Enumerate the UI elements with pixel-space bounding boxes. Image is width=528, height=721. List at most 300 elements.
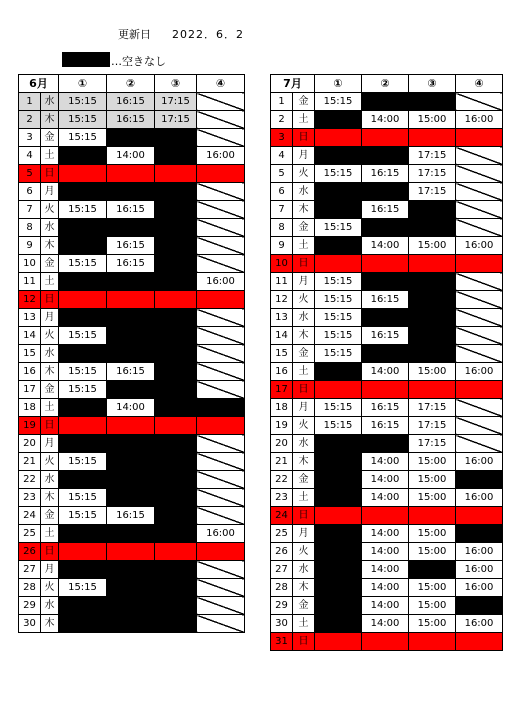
- table-row: [271, 363, 503, 381]
- day-number: 14: [19, 327, 41, 345]
- slot-cell: [59, 597, 107, 615]
- day-number: 17: [271, 381, 293, 399]
- slot-cell: 17:15: [155, 111, 197, 129]
- weekday: 水: [41, 471, 59, 489]
- slot-cell: [59, 219, 107, 237]
- table-row: [271, 291, 503, 309]
- slot-cell: [315, 435, 362, 453]
- weekday: 金: [41, 381, 59, 399]
- slot-cell: [409, 291, 456, 309]
- day-number: 1: [19, 93, 41, 111]
- day-number: 13: [19, 309, 41, 327]
- table-row: [271, 471, 503, 489]
- table-row: [271, 237, 503, 255]
- slot-cell: [409, 273, 456, 291]
- table-row: [271, 345, 503, 363]
- slot-cell: 16:15: [362, 291, 409, 309]
- slot-cell: 16:00: [456, 561, 503, 579]
- slot-cell: [362, 345, 409, 363]
- table-row: [19, 345, 245, 363]
- day-number: 3: [271, 129, 293, 147]
- slot-cell: [197, 597, 245, 615]
- weekday: 金: [293, 93, 315, 111]
- table-row: [271, 435, 503, 453]
- slot-cell: [456, 399, 503, 417]
- slot-cell: [197, 453, 245, 471]
- table-header-row: [271, 75, 503, 93]
- day-number: 29: [271, 597, 293, 615]
- table-row: [271, 615, 503, 633]
- slot-cell: 15:15: [315, 219, 362, 237]
- day-number: 6: [19, 183, 41, 201]
- slot-cell: [107, 543, 155, 561]
- weekday: 月: [41, 435, 59, 453]
- slot-cell: [315, 543, 362, 561]
- slot-cell: [362, 129, 409, 147]
- slot-cell: [59, 183, 107, 201]
- slot-cell: [107, 219, 155, 237]
- slot-cell: 16:15: [107, 93, 155, 111]
- slot-cell: [409, 309, 456, 327]
- slot-cell: 16:00: [456, 579, 503, 597]
- table-row: [271, 327, 503, 345]
- slot-cell: 17:15: [409, 165, 456, 183]
- table-row: [19, 471, 245, 489]
- table-row: [19, 597, 245, 615]
- slot-cell: [456, 273, 503, 291]
- slot-cell: [107, 165, 155, 183]
- slot-cell: [456, 525, 503, 543]
- slot-header-3: ③: [155, 75, 197, 93]
- weekday: 火: [293, 543, 315, 561]
- table-row: [271, 417, 503, 435]
- slot-cell: 16:00: [197, 273, 245, 291]
- slot-cell: [107, 597, 155, 615]
- slot-cell: [456, 309, 503, 327]
- slot-cell: 15:00: [409, 615, 456, 633]
- slot-cell: [107, 345, 155, 363]
- slot-cell: 15:00: [409, 111, 456, 129]
- slot-cell: [155, 453, 197, 471]
- slot-cell: [197, 381, 245, 399]
- table-row: [271, 165, 503, 183]
- slot-cell: 15:15: [315, 345, 362, 363]
- day-number: 5: [271, 165, 293, 183]
- slot-cell: 15:15: [315, 273, 362, 291]
- weekday: 日: [293, 129, 315, 147]
- day-number: 27: [19, 561, 41, 579]
- slot-cell: [107, 561, 155, 579]
- slot-cell: [155, 327, 197, 345]
- slot-cell: 16:00: [456, 543, 503, 561]
- day-number: 25: [19, 525, 41, 543]
- slot-cell: 15:15: [59, 579, 107, 597]
- table-row: [19, 579, 245, 597]
- weekday: 木: [41, 489, 59, 507]
- slot-cell: [59, 165, 107, 183]
- slot-cell: 16:15: [362, 399, 409, 417]
- weekday: 水: [293, 183, 315, 201]
- slot-cell: [155, 471, 197, 489]
- weekday: 金: [293, 471, 315, 489]
- table-row: [19, 129, 245, 147]
- slot-cell: 16:00: [456, 489, 503, 507]
- weekday: 月: [41, 183, 59, 201]
- weekday: 月: [293, 273, 315, 291]
- slot-cell: [107, 291, 155, 309]
- table-row: [271, 453, 503, 471]
- slot-cell: 15:15: [59, 381, 107, 399]
- slot-cell: [155, 309, 197, 327]
- slot-cell: 16:00: [456, 111, 503, 129]
- slot-cell: [315, 147, 362, 165]
- slot-cell: [409, 129, 456, 147]
- day-number: 16: [19, 363, 41, 381]
- table-row: [19, 147, 245, 165]
- slot-cell: 16:15: [362, 201, 409, 219]
- slot-cell: [456, 291, 503, 309]
- slot-cell: [197, 309, 245, 327]
- slot-cell: [59, 399, 107, 417]
- weekday: 水: [293, 309, 315, 327]
- slot-cell: [362, 93, 409, 111]
- weekday: 日: [293, 255, 315, 273]
- slot-cell: 17:15: [155, 93, 197, 111]
- slot-cell: [362, 435, 409, 453]
- slot-cell: [315, 597, 362, 615]
- slot-cell: 15:15: [315, 291, 362, 309]
- table-row: [19, 417, 245, 435]
- slot-cell: [155, 507, 197, 525]
- weekday: 木: [293, 453, 315, 471]
- slot-cell: [59, 435, 107, 453]
- slot-cell: [107, 327, 155, 345]
- slot-cell: 14:00: [362, 453, 409, 471]
- day-number: 26: [271, 543, 293, 561]
- slot-cell: [59, 237, 107, 255]
- slot-cell: [362, 309, 409, 327]
- slot-cell: [155, 417, 197, 435]
- slot-cell: 16:15: [362, 417, 409, 435]
- weekday: 日: [41, 417, 59, 435]
- slot-cell: 15:15: [59, 255, 107, 273]
- slot-cell: 15:15: [59, 201, 107, 219]
- weekday: 日: [293, 633, 315, 651]
- weekday: 土: [293, 489, 315, 507]
- slot-cell: 14:00: [362, 111, 409, 129]
- weekday: 金: [41, 507, 59, 525]
- table-row: [19, 399, 245, 417]
- table-row: [271, 147, 503, 165]
- slot-cell: [409, 93, 456, 111]
- weekday: 木: [293, 201, 315, 219]
- slot-cell: [315, 525, 362, 543]
- weekday: 木: [41, 111, 59, 129]
- slot-cell: [59, 345, 107, 363]
- weekday: 水: [293, 561, 315, 579]
- slot-cell: [409, 633, 456, 651]
- table-row: [271, 309, 503, 327]
- slot-cell: [456, 147, 503, 165]
- table-row: [271, 111, 503, 129]
- slot-cell: [362, 219, 409, 237]
- slot-cell: 15:00: [409, 579, 456, 597]
- slot-cell: 15:00: [409, 525, 456, 543]
- weekday: 金: [293, 219, 315, 237]
- table-row: [19, 543, 245, 561]
- slot-cell: [107, 129, 155, 147]
- slot-cell: [197, 435, 245, 453]
- slot-cell: [197, 165, 245, 183]
- slot-cell: [409, 507, 456, 525]
- weekday: 土: [293, 363, 315, 381]
- slot-cell: [456, 471, 503, 489]
- day-number: 16: [271, 363, 293, 381]
- slot-cell: [197, 543, 245, 561]
- slot-header-1: ①: [315, 75, 362, 93]
- slot-cell: 14:00: [107, 399, 155, 417]
- table-row: [271, 633, 503, 651]
- slot-cell: [59, 291, 107, 309]
- slot-cell: [456, 435, 503, 453]
- july-schedule-table: [270, 74, 503, 651]
- weekday: 水: [41, 597, 59, 615]
- slot-cell: 15:00: [409, 237, 456, 255]
- day-number: 30: [19, 615, 41, 633]
- slot-cell: [155, 183, 197, 201]
- weekday: 木: [41, 237, 59, 255]
- weekday: 木: [293, 327, 315, 345]
- slot-cell: 16:15: [107, 201, 155, 219]
- day-number: 21: [271, 453, 293, 471]
- slot-cell: [107, 183, 155, 201]
- weekday: 水: [41, 345, 59, 363]
- slot-cell: [59, 273, 107, 291]
- slot-cell: 14:00: [362, 615, 409, 633]
- slot-cell: [107, 525, 155, 543]
- slot-cell: 15:15: [315, 165, 362, 183]
- slot-cell: [155, 525, 197, 543]
- slot-cell: [409, 219, 456, 237]
- weekday: 木: [41, 363, 59, 381]
- slot-cell: [456, 381, 503, 399]
- slot-cell: [315, 561, 362, 579]
- slot-cell: [197, 129, 245, 147]
- slot-cell: [197, 237, 245, 255]
- weekday: 土: [293, 237, 315, 255]
- month-title: 7月: [271, 75, 315, 93]
- day-number: 21: [19, 453, 41, 471]
- slot-cell: [107, 579, 155, 597]
- slot-cell: [59, 543, 107, 561]
- slot-cell: 17:15: [409, 399, 456, 417]
- slot-cell: 16:00: [456, 615, 503, 633]
- slot-cell: 15:15: [315, 93, 362, 111]
- day-number: 31: [271, 633, 293, 651]
- slot-cell: 16:00: [456, 363, 503, 381]
- slot-cell: [409, 201, 456, 219]
- june-schedule-table: [18, 74, 245, 633]
- slot-cell: [315, 507, 362, 525]
- table-row: [19, 327, 245, 345]
- slot-cell: [456, 129, 503, 147]
- weekday: 水: [293, 435, 315, 453]
- slot-cell: 15:15: [59, 327, 107, 345]
- table-row: [19, 273, 245, 291]
- slot-cell: 16:00: [456, 237, 503, 255]
- weekday: 月: [293, 399, 315, 417]
- weekday: 金: [41, 129, 59, 147]
- slot-cell: 17:15: [409, 417, 456, 435]
- slot-cell: 14:00: [362, 597, 409, 615]
- slot-cell: [197, 201, 245, 219]
- slot-cell: 15:15: [315, 417, 362, 435]
- slot-cell: [107, 453, 155, 471]
- weekday: 土: [41, 525, 59, 543]
- slot-cell: [456, 597, 503, 615]
- slot-cell: [59, 309, 107, 327]
- weekday: 火: [293, 165, 315, 183]
- table-row: [271, 255, 503, 273]
- slot-cell: [197, 327, 245, 345]
- weekday: 火: [41, 201, 59, 219]
- slot-cell: 16:15: [362, 327, 409, 345]
- slot-cell: [456, 165, 503, 183]
- day-number: 6: [271, 183, 293, 201]
- slot-cell: [456, 417, 503, 435]
- day-number: 22: [271, 471, 293, 489]
- slot-cell: 15:15: [315, 399, 362, 417]
- slot-cell: [456, 327, 503, 345]
- day-number: 4: [19, 147, 41, 165]
- day-number: 11: [271, 273, 293, 291]
- table-row: [271, 507, 503, 525]
- slot-cell: [315, 471, 362, 489]
- slot-cell: [197, 471, 245, 489]
- slot-cell: [315, 183, 362, 201]
- slot-cell: [155, 597, 197, 615]
- slot-cell: 16:00: [197, 525, 245, 543]
- slot-cell: [315, 363, 362, 381]
- slot-cell: [155, 291, 197, 309]
- slot-cell: [155, 129, 197, 147]
- day-number: 5: [19, 165, 41, 183]
- slot-cell: [409, 345, 456, 363]
- day-number: 15: [271, 345, 293, 363]
- slot-cell: [197, 489, 245, 507]
- slot-cell: 15:00: [409, 489, 456, 507]
- weekday: 日: [41, 165, 59, 183]
- table-row: [19, 525, 245, 543]
- day-number: 8: [19, 219, 41, 237]
- slot-cell: [456, 345, 503, 363]
- slot-cell: [315, 579, 362, 597]
- slot-cell: [315, 489, 362, 507]
- slot-cell: [59, 561, 107, 579]
- table-row: [271, 201, 503, 219]
- weekday: 金: [293, 597, 315, 615]
- slot-cell: [362, 507, 409, 525]
- slot-cell: 16:00: [456, 453, 503, 471]
- slot-cell: [155, 435, 197, 453]
- slot-cell: 14:00: [362, 237, 409, 255]
- weekday: 日: [41, 543, 59, 561]
- slot-cell: [315, 111, 362, 129]
- slot-cell: [197, 615, 245, 633]
- slot-cell: 17:15: [409, 147, 456, 165]
- day-number: 20: [19, 435, 41, 453]
- slot-cell: [107, 309, 155, 327]
- weekday: 金: [41, 255, 59, 273]
- slot-cell: [456, 255, 503, 273]
- slot-cell: [315, 633, 362, 651]
- slot-cell: [456, 201, 503, 219]
- table-row: [19, 453, 245, 471]
- slot-cell: [107, 417, 155, 435]
- day-number: 11: [19, 273, 41, 291]
- day-number: 12: [19, 291, 41, 309]
- slot-cell: 15:00: [409, 363, 456, 381]
- table-row: [19, 309, 245, 327]
- table-row: [19, 201, 245, 219]
- slot-cell: 15:15: [59, 129, 107, 147]
- day-number: 7: [271, 201, 293, 219]
- weekday: 土: [41, 147, 59, 165]
- day-number: 2: [19, 111, 41, 129]
- slot-cell: 14:00: [362, 363, 409, 381]
- slot-cell: [197, 345, 245, 363]
- slot-cell: [197, 183, 245, 201]
- day-number: 9: [19, 237, 41, 255]
- table-row: [19, 507, 245, 525]
- slot-cell: [59, 615, 107, 633]
- table-row: [19, 435, 245, 453]
- slot-cell: [197, 363, 245, 381]
- table-row: [271, 399, 503, 417]
- day-number: 23: [19, 489, 41, 507]
- slot-cell: 17:15: [409, 183, 456, 201]
- weekday: 火: [41, 579, 59, 597]
- table-row: [19, 615, 245, 633]
- slot-cell: [155, 561, 197, 579]
- weekday: 火: [41, 453, 59, 471]
- slot-cell: [456, 633, 503, 651]
- table-row: [19, 381, 245, 399]
- day-number: 19: [19, 417, 41, 435]
- slot-cell: [59, 147, 107, 165]
- day-number: 25: [271, 525, 293, 543]
- slot-cell: [315, 201, 362, 219]
- slot-cell: [409, 381, 456, 399]
- slot-cell: [155, 165, 197, 183]
- table-row: [271, 489, 503, 507]
- table-row: [19, 363, 245, 381]
- slot-header-2: ②: [107, 75, 155, 93]
- table-row: [271, 93, 503, 111]
- table-row: [19, 237, 245, 255]
- slot-cell: [197, 507, 245, 525]
- table-row: [19, 291, 245, 309]
- day-number: 29: [19, 597, 41, 615]
- slot-cell: [155, 579, 197, 597]
- slot-cell: 16:00: [197, 147, 245, 165]
- slot-header-1: ①: [59, 75, 107, 93]
- table-row: [19, 111, 245, 129]
- day-number: 24: [271, 507, 293, 525]
- table-header-row: [19, 75, 245, 93]
- slot-header-3: ③: [409, 75, 456, 93]
- table-row: [271, 597, 503, 615]
